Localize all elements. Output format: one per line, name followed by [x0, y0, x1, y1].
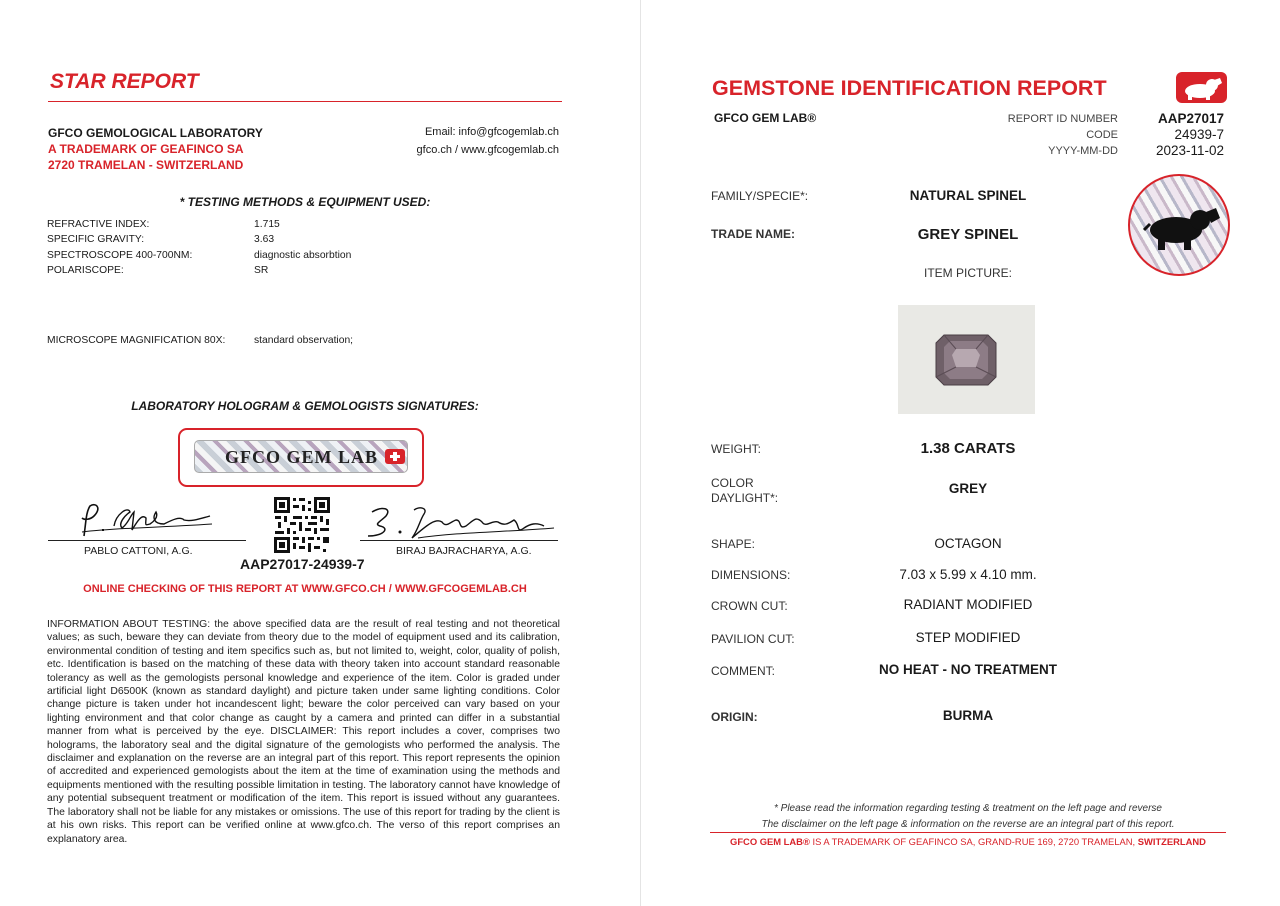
hologram-text: GFCO GEM LAB: [225, 447, 379, 467]
disclaimer-text: INFORMATION ABOUT TESTING: the above specified data are the result of real testing and not theoretical values; as such, beware they can deviate from theory due to the model of equipment used and its calibration, environmental condition of testing and item specifics such as, but not limited to, weight, color, quality of polish, etc. Identification is based on the matching of these data with theory taken into account standard reasonable tolerancy as well as the gemologists personal knowledge and experience of the item. Color is graded under artificial light D6500K (known as standard daylight) and picture taken under same lighting conditions. Color change picture is taken under hot incandescent light; beware the color perceived can vary based on your lighting environment and that color change as caught by a camera and printed can differ in a substantial manner from what is perceived by the eye. DISCLAIMER: This report includes a cover, comprises two holograms, the laboratory seal and the digital signature of the gemologists who performed the analysis. The disclaimer and explanation on the reverse are an integral part of this report. This report represents the opinion of accredited and experienced gemologists about the item at the time of examination using the methods and equipments mentioned with the resulting possible limitation in testing. The laboratory cannot have knowledge of any potential subsequent treatment or modification of the item. This report is issued without any guarantees. The laboratory shall not be liable for any mistakes or omissions. The use of this report for trading by the client is at his own risks. This report can be verified online at www.gfco.ch. The verso of this report comprises an explanatory area.: [47, 619, 560, 845]
comment-value: NO HEAT - NO TREATMENT: [879, 662, 1057, 677]
report-title: GEMSTONE IDENTIFICATION REPORT: [712, 76, 1107, 100]
gfco-logo-icon: [1176, 72, 1227, 103]
lab-name: GFCO GEMOLOGICAL LABORATORY: [48, 126, 263, 140]
gem-photo: [898, 305, 1035, 414]
signature-right-icon: [358, 500, 558, 542]
footer-divider: [710, 832, 1226, 833]
page-fold: [640, 0, 641, 906]
lab-brand: GFCO GEM LAB®: [714, 111, 817, 125]
test-label: POLARISCOPE:: [47, 265, 124, 276]
dimensions-label: DIMENSIONS:: [711, 568, 791, 582]
meta-label: REPORT ID NUMBER: [1007, 113, 1118, 125]
origin-value: BURMA: [942, 708, 994, 723]
report-id-value: AAP27017: [1157, 111, 1224, 126]
signature-line-right: [360, 540, 558, 541]
test-value: 3.63: [254, 234, 275, 245]
methods-heading: * TESTING METHODS & EQUIPMENT USED:: [179, 195, 431, 209]
test-value: SR: [254, 265, 269, 276]
qr-code-icon[interactable]: [273, 496, 331, 554]
footer-country: SWITZERLAND: [1137, 836, 1206, 847]
test-label: SPECIFIC GRAVITY:: [47, 234, 145, 245]
hologram-sticker: [178, 428, 424, 487]
microscope-value: standard observation;: [254, 335, 354, 346]
code-value: 24939-7: [1174, 127, 1224, 142]
color-value: GREY: [948, 481, 988, 496]
star-report-title: STAR REPORT: [50, 70, 199, 93]
footnote-testing: * Please read the information regarding testing & treatment on the left page and reverse: [773, 803, 1162, 814]
signature-name-left: PABLO CATTONI, A.G.: [84, 545, 193, 557]
test-label: REFRACTIVE INDEX:: [47, 219, 150, 230]
hologram-heading: LABORATORY HOLOGRAM & GEMOLOGISTS SIGNATURES:: [131, 399, 479, 413]
comment-label: COMMENT:: [711, 664, 775, 678]
title-divider: [48, 101, 562, 102]
color-daylight-label: DAYLIGHT*:: [711, 491, 779, 505]
meta-label: CODE: [1086, 129, 1118, 141]
weight-label: WEIGHT:: [711, 442, 761, 456]
signature-left-icon: [72, 498, 222, 540]
footer-address: IS A TRADEMARK OF GEAFINCO SA, GRAND-RUE 169, 2720 TRAMELAN,: [809, 836, 1138, 847]
shape-value: OCTAGON: [934, 536, 1002, 551]
signature-line-left: [48, 540, 246, 541]
lab-trademark: A TRADEMARK OF GEAFINCO SA: [48, 142, 244, 156]
family-label: FAMILY/SPECIE*:: [711, 189, 809, 203]
date-value: 2023-11-02: [1155, 143, 1224, 158]
test-value: diagnostic absorbtion: [254, 250, 352, 261]
footnote-disclaimer: The disclaimer on the left page & information on the reverse are an integral part of this report.: [761, 819, 1175, 830]
test-value: 1.715: [254, 219, 280, 230]
microscope-label: MICROSCOPE MAGNIFICATION 80X:: [47, 335, 226, 346]
online-check-link[interactable]: ONLINE CHECKING OF THIS REPORT AT WWW.GFCO.CH / WWW.GFCOGEMLAB.CH: [83, 583, 527, 595]
lab-address: 2720 TRAMELAN - SWITZERLAND: [48, 158, 244, 172]
dimensions-value: 7.03 x 5.99 x 4.10 mm.: [899, 567, 1037, 582]
trade-name-label: TRADE NAME:: [711, 227, 795, 241]
footer-trademark: [710, 836, 1226, 847]
test-label: SPECTROSCOPE 400-700NM:: [47, 250, 193, 261]
trade-name-value: GREY SPINEL: [917, 226, 1019, 243]
crown-cut-label: CROWN CUT:: [711, 599, 788, 613]
signature-name-right: BIRAJ BAJRACHARYA, A.G.: [396, 545, 532, 557]
weight-value: 1.38 CARATS: [920, 440, 1016, 457]
origin-label: ORIGIN:: [711, 710, 758, 724]
lab-websites[interactable]: gfco.ch / www.gfcogemlab.ch: [416, 144, 559, 156]
shape-label: SHAPE:: [711, 537, 756, 551]
family-value: NATURAL SPINEL: [909, 188, 1027, 203]
crown-cut-value: RADIANT MODIFIED: [903, 597, 1033, 612]
lab-email[interactable]: Email: info@gfcogemlab.ch: [424, 126, 559, 138]
lab-seal-icon: [1128, 174, 1230, 276]
pavilion-cut-value: STEP MODIFIED: [915, 630, 1021, 645]
color-label: COLOR: [711, 476, 754, 490]
pavilion-cut-label: PAVILION CUT:: [711, 632, 795, 646]
meta-label: YYYY-MM-DD: [1048, 145, 1118, 157]
item-picture-label: ITEM PICTURE:: [923, 266, 1012, 280]
report-code: AAP27017-24939-7: [240, 556, 365, 572]
hologram-foil: [194, 440, 408, 473]
swiss-flag-icon: [385, 449, 405, 464]
footer-brand: GFCO GEM LAB®: [730, 836, 810, 847]
